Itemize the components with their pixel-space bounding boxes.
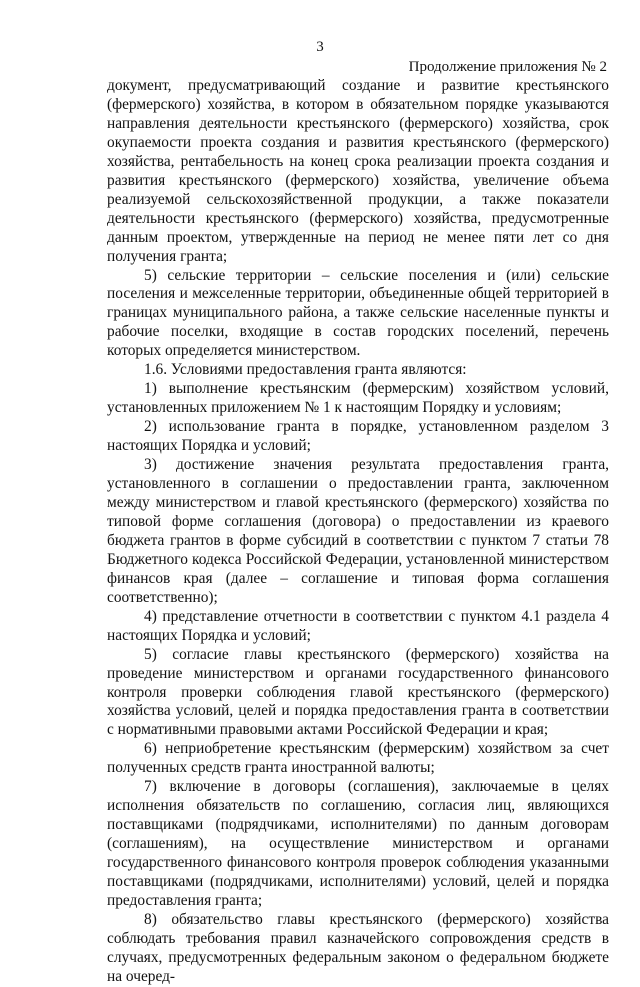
paragraph-condition-3: 3) достижение значения результата предоставления гранта, установленного в соглашении о предоставлении гранта, заключенном между министерством и главой крестьянского (фермерского) хозяйства по типовой форме соглашения (договора) о предоставлении из краевого бюджета грантов в форме субсидий в соответствии с пунктом 7 статьи 78 Бюджетного кодекса Российской Федерации, установленной министерством финансов края (далее – соглашение и типовая форма соглашения соответственно); (107, 456, 609, 606)
paragraph-condition-2: 2) использование гранта в порядке, установленном разделом 3 настоящих Порядка и условий; (107, 418, 609, 455)
paragraph-condition-4: 4) представление отчетности в соответствии с пунктом 4.1 раздела 4 настоящих Порядка и условий; (107, 607, 609, 644)
document-body (107, 77, 609, 987)
paragraph-condition-7: 7) включение в договоры (соглашения), заключаемые в целях исполнения обязательств по соглашению, согласия лиц, являющихся поставщиками (подрядчиками, исполнителями) по данным договорам (соглашениям), на осуществление министерством и органами государственного финансового контроля проверок соблюдения указанными поставщиками (подрядчиками, исполнителями) условий, целей и порядка предоставления гранта; (107, 778, 609, 909)
paragraph-condition-8: 8) обязательство главы крестьянского (фермерского) хозяйства соблюдать требования правил казначейского сопровождения средств в случаях, предусмотренных федеральным законом о федеральном бюджете на очеред- (107, 910, 609, 985)
page-number: 3 (316, 39, 324, 55)
paragraph-condition-5: 5) согласие главы крестьянского (фермерского) хозяйства на проведение министерством и органами государственного финансового контроля проверки соблюдения главой крестьянского (фермерского) хозяйства условий, целей и порядка предоставления гранта в соответствии с нормативными правовыми актами Российской Федерации и края; (107, 645, 609, 739)
paragraph-project-document: документ, предусматривающий создание и развитие крестьянского (фермерского) хозяйства, в котором в обязательном порядке указываются направления деятельности крестьянского (фермерского) хозяйства, срок окупаемости проекта создания и развития крестьянского (фермерского) хозяйства, рентабельность на конец срока реализации проекта создания и развития крестьянского (фермерского) хозяйства, увеличение объема реализуемой сельскохозяйственной продукции, а также показатели деятельности крестьянского (фермерского) хозяйства, предусмотренные данным проектом, утвержденные на период не менее пяти лет со дня получения гранта; (107, 77, 609, 265)
paragraph-condition-6: 6) неприобретение крестьянским (фермерским) хозяйством за счет полученных средств гранта иностранной валюты; (107, 740, 609, 777)
paragraph-grant-conditions-heading: 1.6. Условиями предоставления гранта являются: (144, 361, 467, 379)
paragraph-condition-1: 1) выполнение крестьянским (фермерским) хозяйством условий, установленных приложением № 1 к настоящим Порядку и условиям; (107, 380, 609, 417)
paragraph-rural-territories: 5) сельские территории – сельские поселения и (или) сельские поселения и межселенные территории, объединенные общей территорией в границах муниципального района, а также сельские населенные пункты и рабочие поселки, входящие в состав городских поселений, перечень которых определяется министерством. (107, 266, 609, 360)
appendix-continuation-label: Продолжение приложения № 2 (408, 59, 607, 75)
